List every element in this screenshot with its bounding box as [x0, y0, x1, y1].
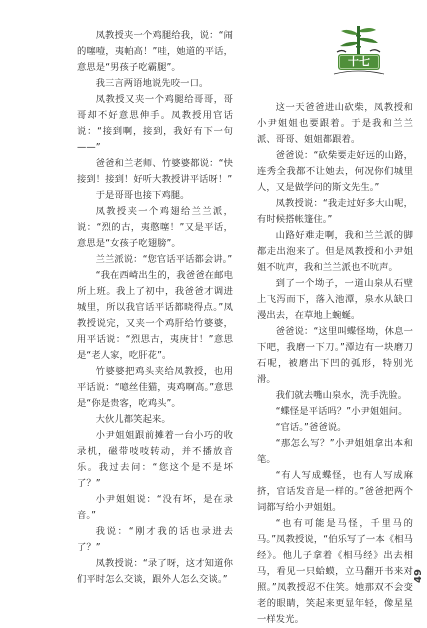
left-text-column — [77, 28, 233, 588]
paragraph: 我三言两语地说先咬一口。 — [95, 78, 209, 89]
paragraph: 小尹姐姐跟前摊着一台小巧的收录机，磁带吱吱转动，并不播放音乐。我过去问：“您这个是不是坏了？” — [77, 430, 233, 489]
paragraph: 小尹姐姐说：“没有坏，是在录音。” — [77, 494, 233, 521]
paragraph: 爸爸说：“这里叫蝶怪坳，休息一下吧，我磨一下刀。”潭边有一块磨刀石呢，被磨出下凹的弧形，特别光滑。 — [257, 326, 413, 385]
paragraph: 竹婆婆把鸡头夹给凤教授，也用平话说：“噫丝佳猫，夷鸡啊高。”意思是“你是贵客，吃鸡头”。 — [77, 366, 233, 409]
chapter-number: 十七 — [348, 55, 370, 68]
right-text-column — [257, 100, 413, 628]
paragraph: “那怎么写？”小尹姐姐拿出本和笔。 — [257, 438, 413, 465]
paragraph: 我说：“刚才我的话也录进去了？” — [77, 526, 233, 553]
bamboo-badge-icon — [328, 22, 388, 82]
paragraph: 凤教授说：“我走过好多大山呢，有时候搭帐篷住。” — [257, 198, 413, 225]
paragraph: “也有可能是马怪，千里马的马。”凤教授说，“伯乐写了一本《相马经》。他儿子拿着《相马经》出去相马，看见一只蛤蟆，立马翻开书来对照。”凤教授忍不住笑。她那双不会变老的眼睛，笑起来更显年轻，像星星一样发光。 — [257, 518, 413, 625]
chapter-emblem — [328, 22, 388, 82]
paragraph: 爸爸说：“砍柴要走好远的山路，连秀全我都不让她去，何况你们城里人，又是做学问的斯文先生。” — [257, 150, 413, 193]
paragraph: 爸爸和兰老师、竹婆婆都说：“快接到！接到！好听大教授讲平话呀！” — [77, 158, 233, 185]
paragraph: “蝶怪是平话吗？”小尹姐姐问。 — [275, 406, 408, 417]
page-number: 49 — [413, 569, 424, 583]
paragraph: “我在西崎出生的，我爸爸在邮电所上班。我上了初中，我爸爸才调进城里，所以我官话平话都晓得点。”凤教授说完，又夹一个鸡肝给竹婆婆，用平话说：“烈思古，夷庚甘！”意思是“老人家，吃肝花”。 — [77, 270, 233, 361]
paragraph: 这一天爸爸进山砍柴，凤教授和小尹姐姐也要跟着。于是我和兰兰派、哥哥、姐姐都跟着。 — [257, 102, 413, 145]
paragraph: 山路好难走啊，我和兰兰派的脚都走出泡来了。但是凤教授和小尹姐姐不吭声，我和兰兰派也不吭声。 — [257, 230, 413, 273]
paragraph: 兰兰派说：“您官话平话都会讲。” — [95, 254, 233, 265]
paragraph: 大伙儿都笑起来。 — [95, 414, 171, 425]
paragraph: 凤教授又夹一个鸡腿给哥哥，哥哥却不好意思伸手。凤教授用官话说：“接到啊，接到，我好有下一句——” — [77, 94, 233, 153]
paragraph: 凤教授夹一个鸡翅给兰兰派，说：“烈的古，夷憨噻！”又是平话，意思是“女孩子吃翅膀”。 — [77, 206, 233, 249]
paragraph: “有人写成蝶怪，也有人写成麻挤，官话发音是一样的。”爸爸把两个词都写给小尹姐姐。 — [257, 470, 413, 513]
paragraph: 到了一个坳子，一道山泉从石壁上飞泻而下，落入池潭，泉水从缺口漫出去，在草地上蜿蜒。 — [257, 278, 413, 321]
paragraph: 凤教授说：“录了呀，这才知道你们平时怎么交谈，跟外人怎么交谈。” — [77, 558, 233, 585]
paragraph: “官话。”爸爸说。 — [275, 422, 347, 433]
paragraph: 我们就去嘴山泉水，洗手洗脸。 — [275, 390, 408, 401]
paragraph: 凤教授夹一个鸡腿给我，说：“闹的噻噎，夷帕高！”哇，她道的平话，意思是“男孩子吃霸腿”。 — [77, 30, 233, 73]
paragraph: 于是哥哥也接下鸡腿。 — [95, 190, 190, 201]
